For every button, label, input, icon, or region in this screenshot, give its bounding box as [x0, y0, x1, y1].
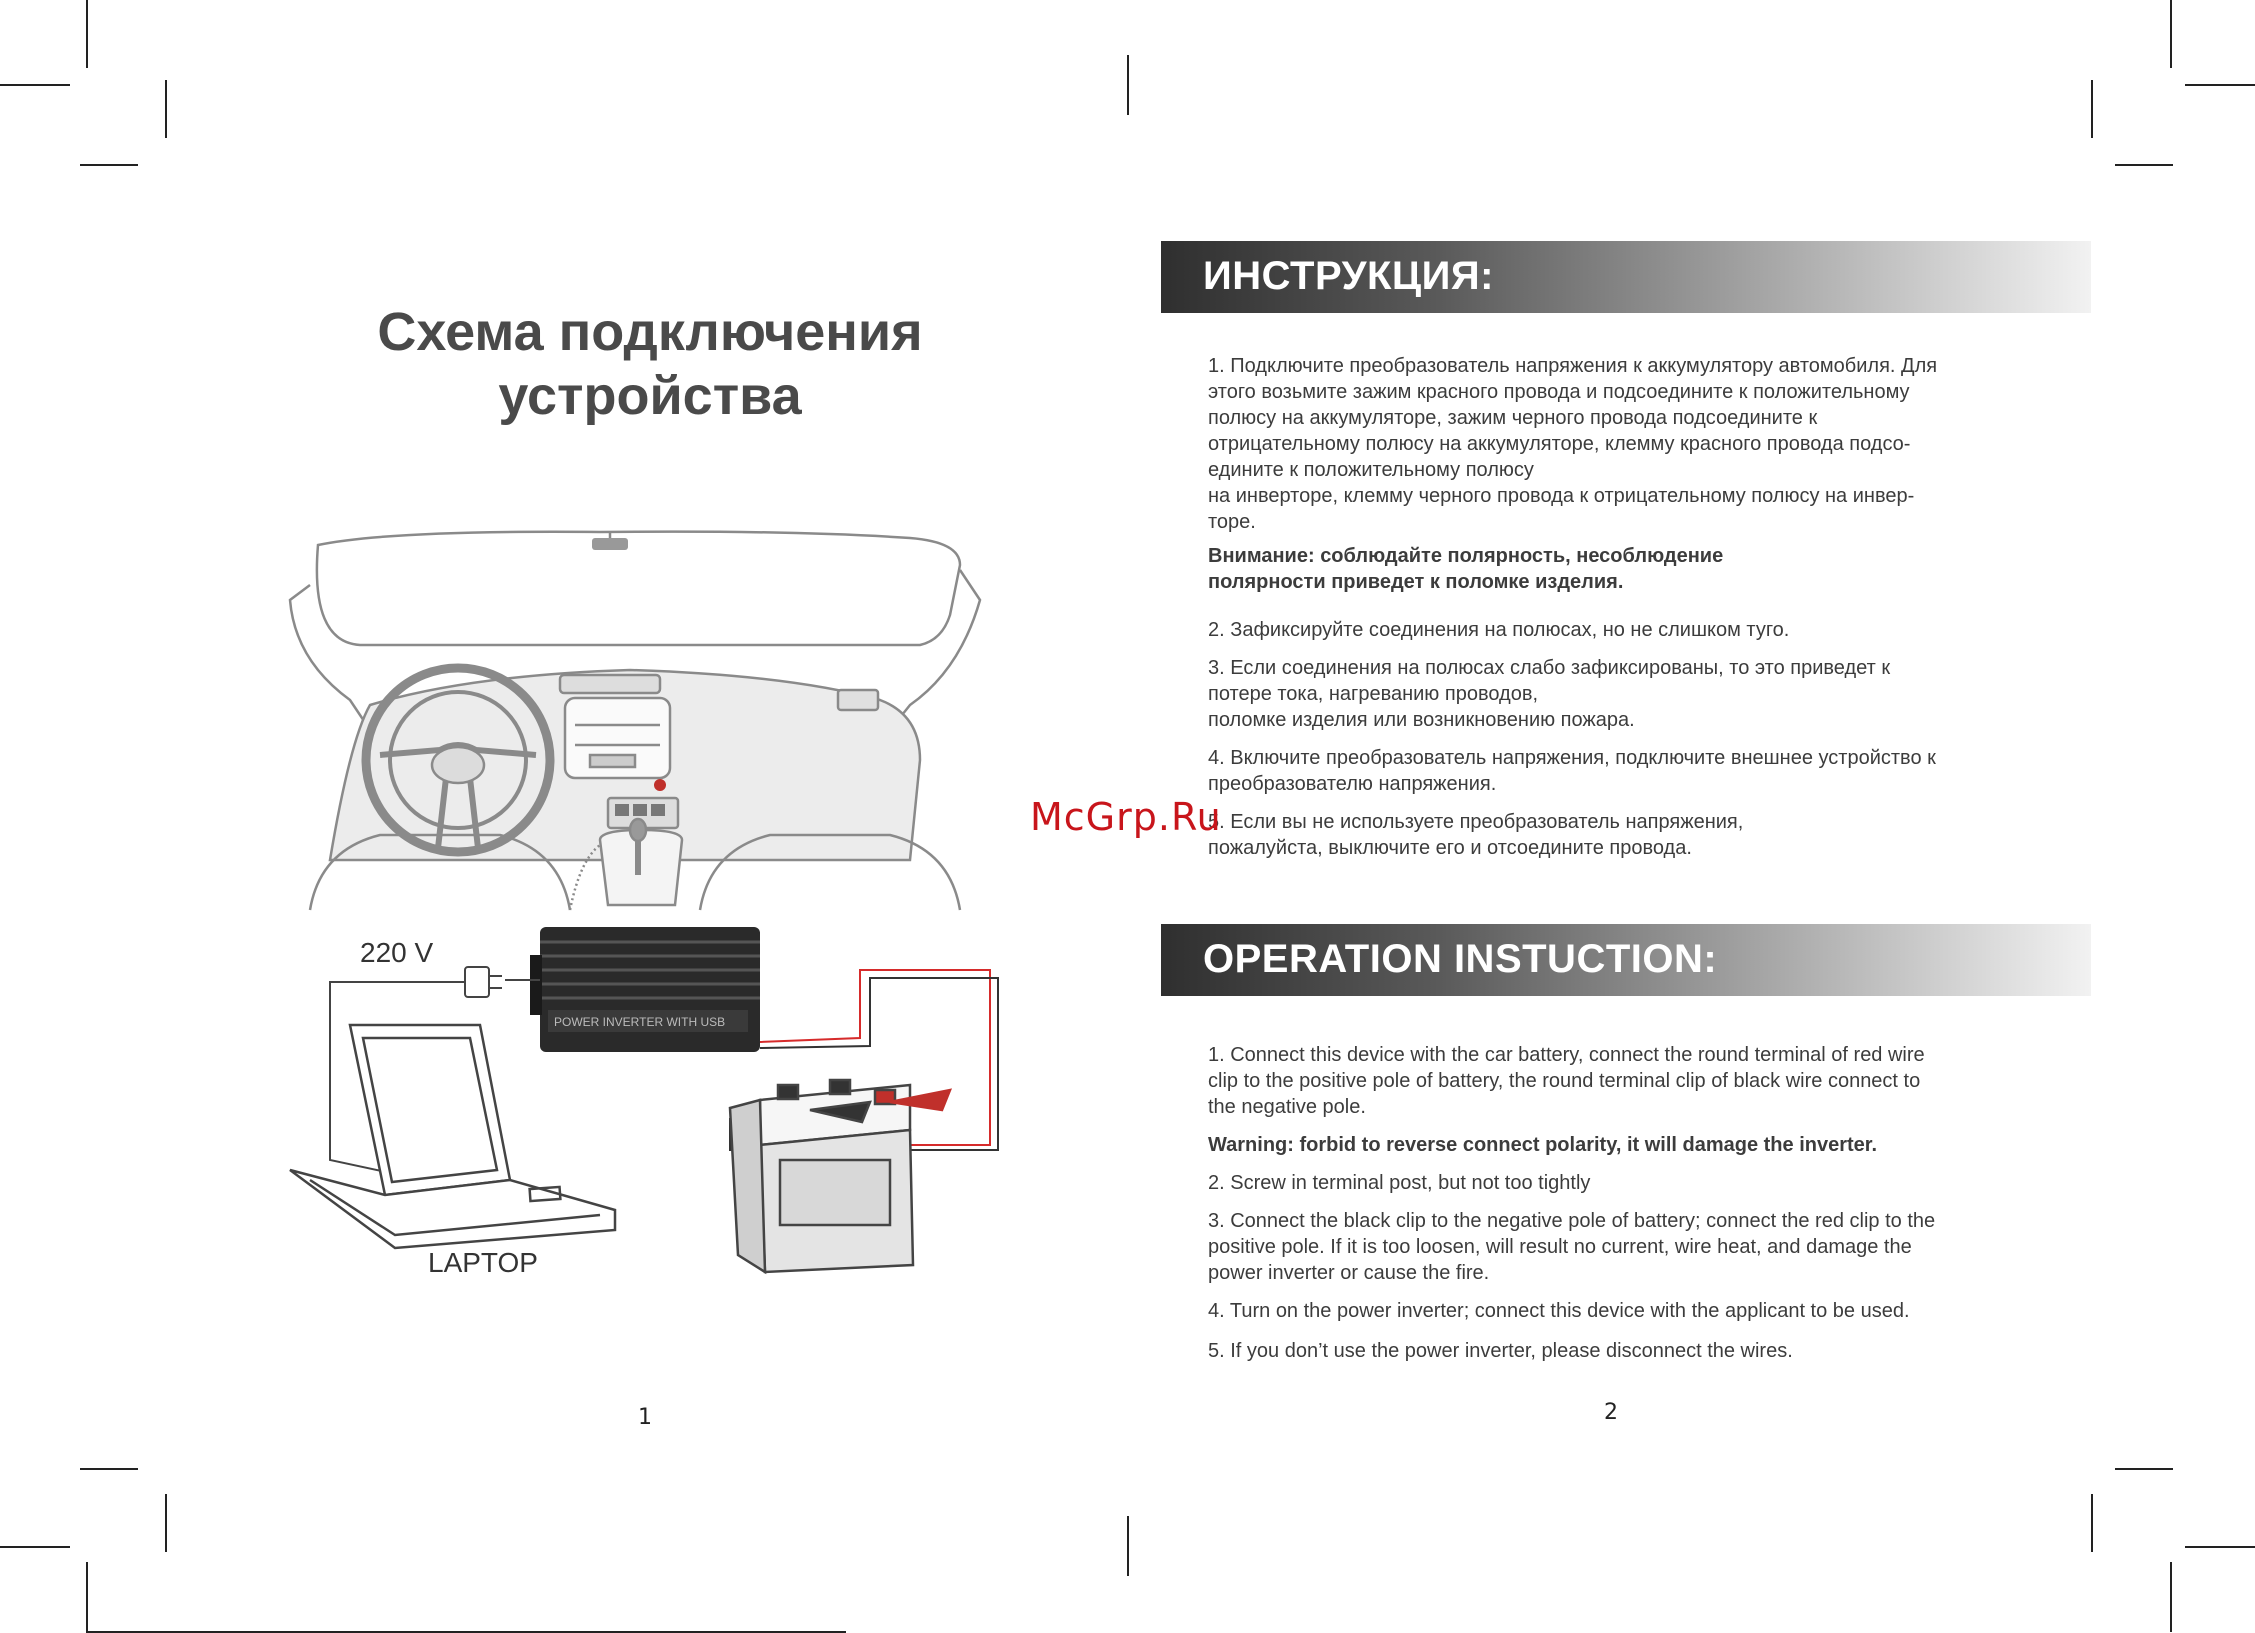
page-number-right: 2: [1604, 1400, 1618, 1425]
en-heading-banner: [1161, 924, 2091, 996]
voltage-label: 220 V: [360, 937, 434, 968]
ru-heading: ИНСТРУКЦИЯ:: [1203, 254, 1494, 298]
car-interior-illustration: [290, 532, 980, 910]
ru-step-4: 4. Включите преобразователь напряжения, подключите внешнее устройство к преобразователю напряжения.: [1208, 747, 1936, 795]
en-step-1: 1. Connect this device with the car battery, connect the round terminal of red wire clip to the positive pole of battery, the round terminal clip of black wire connect to the negative pole.: [1208, 1044, 1925, 1118]
en-step-2: 2. Screw in terminal post, but not too tightly: [1208, 1172, 1591, 1194]
inverter-illustration: [530, 927, 760, 1052]
en-step-3: 3. Connect the black clip to the negative pole of battery; connect the red clip to the positive pole. If it is too loosen, will result no current, wire heat, and damage the power inverter or cause the fire.: [1208, 1210, 1936, 1284]
ru-step-2: 2. Зафиксируйте соединения на полюсах, но не слишком туго.: [1208, 619, 1790, 641]
ru-step-5: 5. Если вы не используете преобразователь напряжения, пожалуйста, выключите его и отсоедините провода.: [1208, 811, 1744, 859]
connection-diagram: [270, 530, 1010, 1290]
en-instructions: [1208, 1042, 2038, 1364]
laptop-label: LAPTOP: [428, 1247, 538, 1278]
title-line-1: Схема подключения: [377, 302, 923, 362]
en-step-5: 5. If you don’t use the power inverter, please disconnect the wires.: [1208, 1340, 1793, 1362]
page-number-left: 1: [638, 1405, 652, 1430]
ru-step-1: 1. Подключите преобразователь напряжения к аккумулятору автомобиля. Для этого возьмите зажим красного провода и подсоедините к положительному полюсу на аккумуляторе, зажим черного провода подсоедините к отрицательному полюсу на аккумуляторе, клемму красного провода подсо- едините к положительному полюсу на инверторе, клемму черного провода к отрицательному полюсу на инвер- торе.: [1208, 355, 1938, 533]
en-heading: OPERATION INSTUCTION:: [1203, 937, 1718, 981]
ru-heading-banner: [1161, 241, 2091, 313]
ru-warning: Внимание: соблюдайте полярность, несоблюдение полярности приведет к поломке изделия.: [1208, 545, 1724, 593]
en-step-4: 4. Turn on the power inverter; connect this device with the applicant to be used.: [1208, 1300, 1910, 1322]
inverter-label: POWER INVERTER WITH USB: [554, 1015, 726, 1029]
car-battery-illustration: [730, 1080, 950, 1272]
en-warning: Warning: forbid to reverse connect polarity, it will damage the inverter.: [1208, 1134, 1878, 1156]
title-line-2: устройства: [498, 366, 802, 426]
laptop-illustration: [290, 1025, 615, 1248]
page-title: [300, 300, 1000, 428]
ru-step-3: 3. Если соединения на полюсах слабо зафиксированы, то это приведет к потере тока, нагреванию проводов, поломке изделия или возникновению пожара.: [1208, 657, 1891, 731]
ru-instructions: [1208, 353, 2038, 861]
watermark: McGrp.Ru: [1030, 795, 1222, 839]
